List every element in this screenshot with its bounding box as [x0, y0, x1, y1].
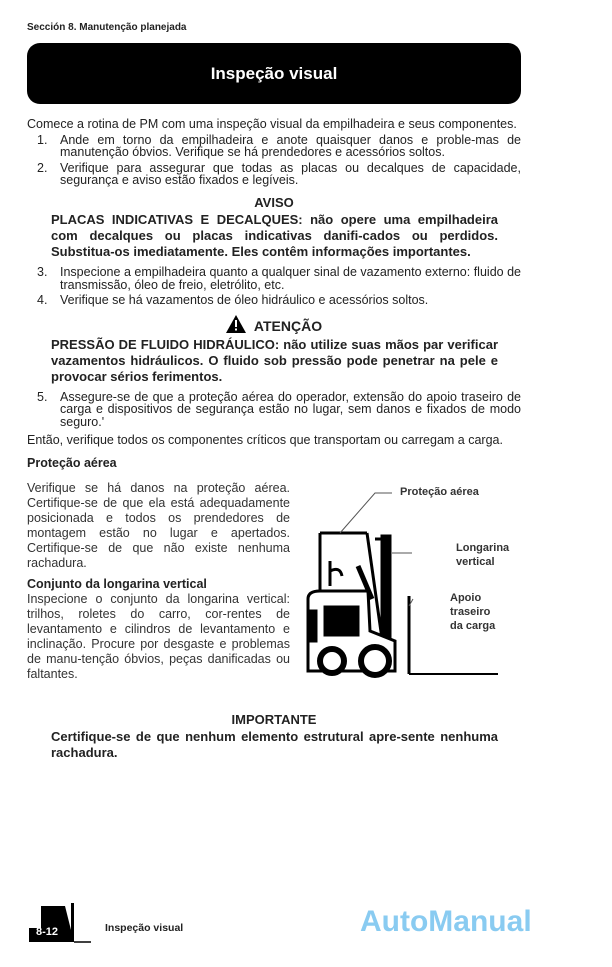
list-item	[37, 162, 521, 187]
aviso-title: AVISO	[254, 194, 294, 210]
list-item	[37, 134, 521, 159]
forklift-figure	[290, 481, 521, 706]
section-header: Sección 8. Manutenção planejada	[27, 22, 187, 33]
protecao-text: Verifique se há danos na proteção aérea. Certifique-se de que ela está adequadamente posicionada e todos os prendedores de montagem estão no lugar e apertados. Certifique-se de que não existe nenhuma rachadura.	[27, 481, 290, 571]
left-column	[27, 481, 290, 706]
aviso-text: PLACAS INDICATIVAS E DECALQUES: não opere uma empilhadeira com decalques ou placas indicativas danifi-cados ou perdidos. Substitua-os imediatamente. Eles contêm informações importantes.	[51, 211, 498, 259]
label-apoio-traseiro: Apoio traseiro da carga	[450, 592, 496, 633]
page-title: Inspeção visual	[210, 63, 338, 83]
list-number: 4.	[37, 293, 48, 308]
atencao-title: ATENÇÃO	[253, 317, 323, 334]
label-protecao-aerea: Proteção aérea	[400, 486, 479, 499]
list-number: 2.	[37, 160, 48, 175]
protecao-heading: Proteção aérea	[27, 456, 117, 471]
page-content	[27, 22, 521, 761]
list-text: Verifique para assegurar que todas as placas ou decalques de capacidade, segurança e aviso estão fixados e legíveis.	[60, 160, 521, 188]
list-text: Verifique se há vazamentos de óleo hidráulico e acessórios soltos.	[60, 293, 429, 308]
title-banner	[27, 43, 521, 104]
callout-lines	[340, 493, 413, 606]
atencao-text: PRESSÃO DE FLUIDO HIDRÁULICO: não utilize suas mãos par verificar vazamentos hidráulicos. O fluido sob pressão pode penetrar na pele e provocar sérios ferimentos.	[51, 336, 498, 384]
list-text: Inspecione a empilhadeira quanto a qualquer sinal de vazamento externo: fluido de transmissão, óleo de freio, eletrólito, etc.	[60, 264, 521, 292]
list-text: Assegure-se de que a proteção aérea do operador, extensão do apoio traseiro de carga e dispositivos de segurança estão no lugar, sem danos e fixados de modo seguro.'	[60, 389, 521, 429]
intro-text: Comece a rotina de PM com uma inspeção visual da empilhadeira e seus componentes.	[27, 117, 517, 131]
warning-triangle-icon	[226, 315, 246, 333]
two-column-section	[27, 481, 521, 706]
page-number: 8-12	[36, 926, 59, 938]
label-longarina-vertical: Longarina vertical	[456, 542, 510, 569]
forklift-page-icon	[27, 900, 92, 945]
list-number: 3.	[37, 264, 48, 279]
longarina-heading: Conjunto da longarina vertical	[27, 577, 207, 592]
footer-title: Inspeção visual	[105, 922, 184, 934]
list-number: 1.	[37, 132, 48, 147]
list-item	[37, 294, 521, 307]
importante-title: IMPORTANTE	[231, 712, 317, 728]
list-number: 5.	[37, 389, 48, 404]
list-item	[37, 266, 521, 291]
importante-text: Certifique-se de que nenhum elemento estrutural apre-sente nenhuma rachadura.	[51, 729, 498, 761]
list-text: Ande em torno da empilhadeira e anote quaisquer danos e proble-mas de manutenção óbvios. Verifique se há prendedores e acessórios soltos.	[60, 132, 521, 160]
atencao-heading	[27, 315, 521, 336]
list-item	[37, 391, 521, 429]
watermark: AutoManual	[360, 905, 532, 938]
then-text: Então, verifique todos os componentes críticos que transportam ou carregam a carga.	[27, 432, 503, 447]
longarina-text: Inspecione o conjunto da longarina vertical: trilhos, roletes do carro, cor-rentes de levantamento e cilindros de levantamento e inclinação. Procure por desgaste e problemas de manu-tenção óbvios, peças danificadas ou faltantes.	[27, 592, 290, 682]
